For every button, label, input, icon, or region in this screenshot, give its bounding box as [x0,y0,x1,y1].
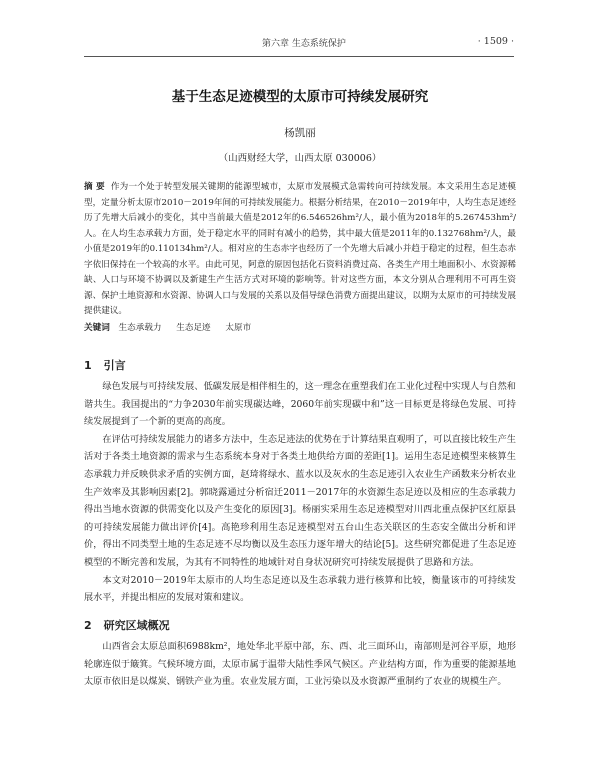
chapter-title: 第六章 生态系统保护 [262,39,346,49]
section-title: 引言 [103,359,126,372]
section-number: 2 [84,619,92,632]
author-affiliation: （山西财经大学，山西太原 030006） [218,153,382,164]
keyword: 生态承载力 [118,322,162,333]
abstract-text: 作为一个处于转型发展关键期的能源型城市，太原市发展模式急需转向可持续发展。本文采用生态足迹模型，定量分析太原市2010－2019年间的可持续发展能力。根据分析结果，在2010－2019年中，人均生态足迹经历了先增大后减小的变化，其中当前最大值是2012年的6.546526hm²/人，最小值为2018年的5.267453hm²/人。在人均生态承载力方面，处于稳定水平的同时有减小的趋势，其中最大值是2011年的0.132768hm²/人，最小值是2019年的0.110134hm²/人。相对应的生态赤字也经历了一个先增大后减小并趋于稳定的过程，但生态赤字依旧保持在一个较高的水平。由此可见，阿意的原因包括化石资料消费过高、各类生产用土地面积小、水资源稀缺、人口与环境不协调以及新建生产生活方式对环境的影响等。针对这些方面，本文分别从合理利用不可再生资源、保护土地资源和水资源、协调人口与发展的关系以及倡导绿色消费方面提出建议，以期为太原市的可持续发展提供建议。 [84,182,516,316]
body-paragraph: 绿色发展与可持续发展、低碳发展是相伴相生的，这一理念在重塑我们在工业化过程中实现人与自然和谐共生。我国提出的“力争2030年前实现碳达峰，2060年前实现碳中和”这一目标更是将绿色发展、可持续发展提到了一个新的更高的高度。 [84,381,516,428]
keyword: 生态足迹 [176,322,211,333]
body-paragraph: 本文对2010－2019年太原市的人均生态足迹以及生态承载力进行核算和比较，衡量该市的可持续发展水平，并提出相应的发展对策和建议。 [84,574,516,604]
page-number: · 1509 · [477,36,514,47]
section-heading-intro [84,357,126,373]
section-number: 1 [84,359,92,372]
section-body-intro [84,378,516,607]
section-heading-study-area [84,617,170,633]
abstract-block [84,180,516,336]
section-title: 研究区域概况 [103,619,170,632]
keyword: 太原市 [225,322,252,333]
author-name: 杨凯丽 [284,127,316,139]
header-divider [84,56,514,57]
abstract-label: 摘 要 [84,182,105,192]
keywords-label: 关键词 [84,322,110,333]
paper-title: 基于生态足迹模型的太原市可持续发展研究 [171,89,429,105]
keywords-line [84,321,516,337]
body-paragraph: 在评估可持续发展能力的诸多方法中，生态足迹法的优势在于计算结果直观明了，可以直接比较生产生活对于各类土地资源的需求与生态系统本身对于各类土地供给方面的差距[1]。运用生态足迹模型来核算生态承载力并反映供求矛盾的实例方面，赵琦将绿水、蓝水以及灰水的生态足迹引入农业生产函数来分析农业生产效率及其影响因素[2]。郭晓露通过分析宿迁2011－2017年的水资源生态足迹以及相应的生态承载力得出当地水资源的供需变化以及产生变化的原因[3]。杨丽实采用生态足迹模型对川西北重点保护区红原县的可持续发展能力做出评价[4]。高艳珍利用生态足迹模型对五台山生态关联区的生态安全做出分析和评价，得出不同类型土地的生态足迹不尽均衡以及生态压力逐年增大的结论[5]。这些研究都促进了生态足迹模型的不断完善和发展，为其有不同特性的地域针对自身状况研究可持续发展提供了思路和方法。 [84,433,516,568]
section-body-study-area [84,638,516,691]
body-paragraph: 山西省会太原总面积6988km²，地处华北平原中部，东、西、北三面环山，南部则是河谷平原，地形轮廓连似于簸箕。气候环境方面，太原市属于温带大陆性季风气候区。产业结构方面，作为重要的能源基地太原市依旧是以煤炭、钢铁产业为重。农业发展方面，工业污染以及水资源严重制约了农业的规模生产。 [84,641,516,688]
running-header [0,36,600,52]
